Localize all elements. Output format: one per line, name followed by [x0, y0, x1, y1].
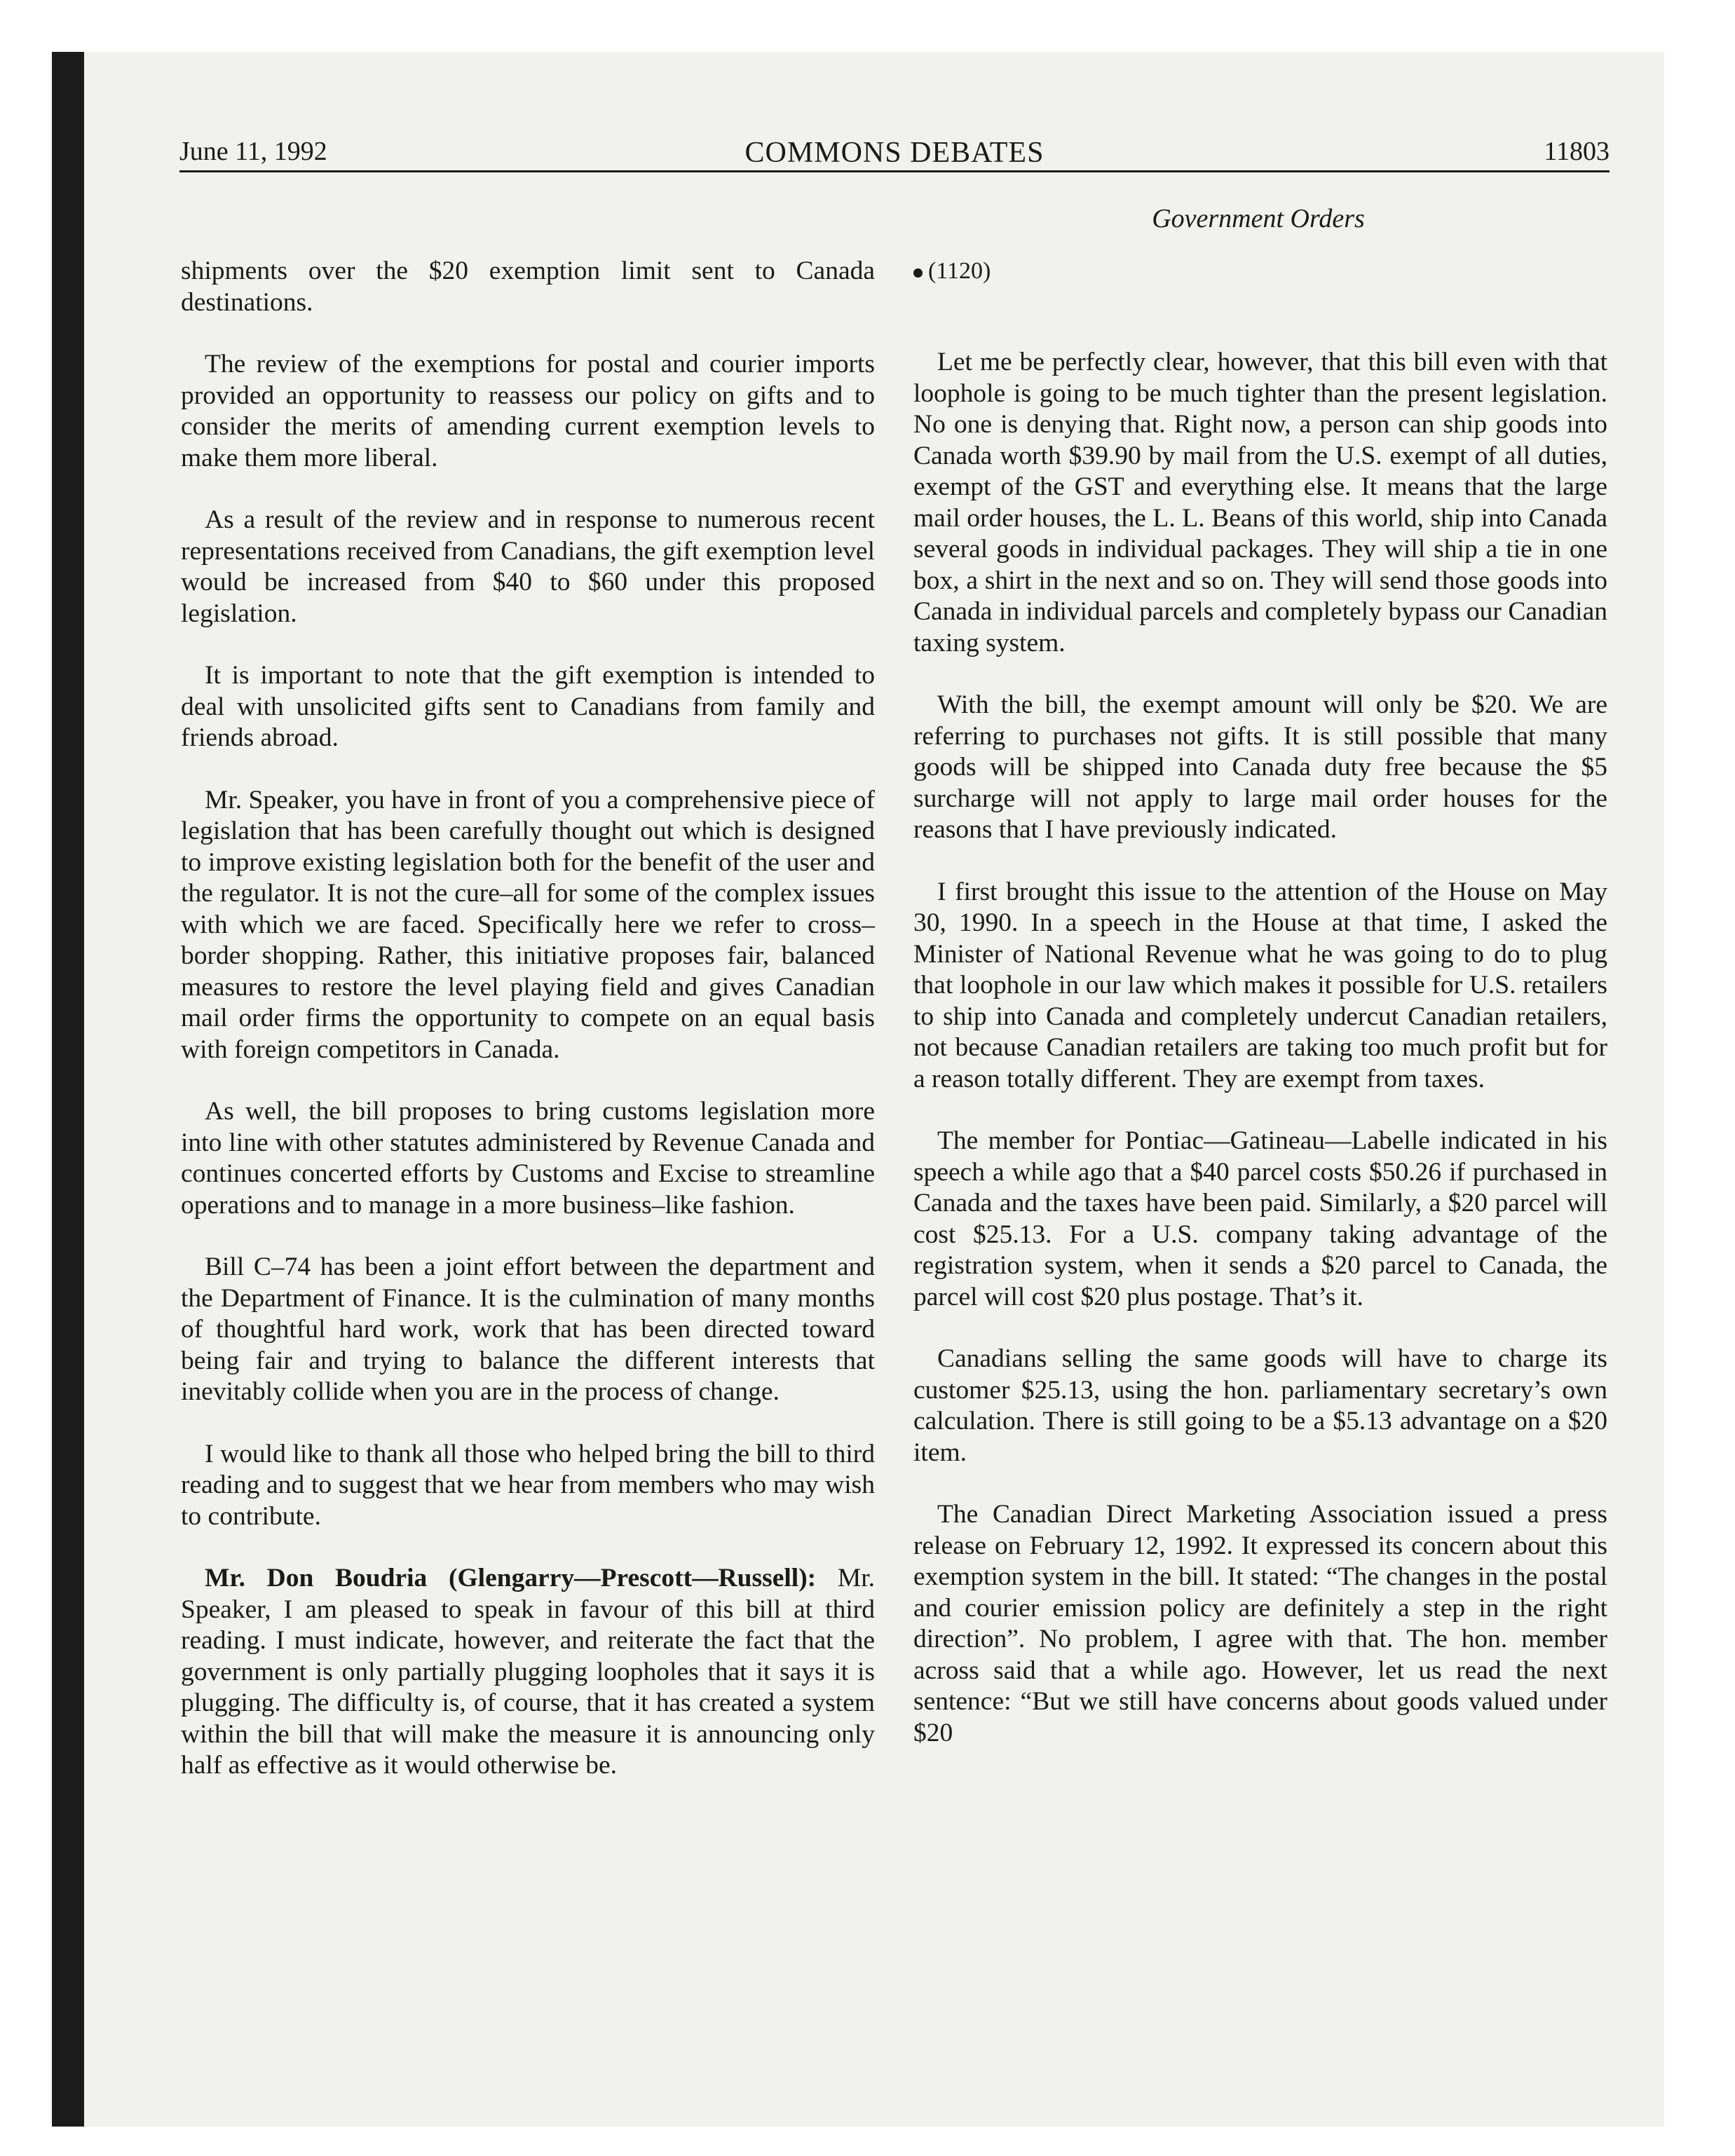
section-heading: Government Orders — [1152, 204, 1365, 233]
paragraph: Canadians selling the same goods will have to charge its customer $25.13, using the hon. parliamentary secretary’s own calculation. There is still going to be a $5.13 advantage on a $20 item. — [913, 1344, 1607, 1467]
header-date: June 11, 1992 — [179, 137, 327, 166]
paragraph: The Canadian Direct Marketing Association issued a press release on February 12, 1992. It expressed its concern about this exemption system in the bill. It stated: “The changes in the postal and courier emission policy are definitely a step in the right direction”. No problem, I agree with that. The hon. member across said that a while ago. However, let us read the next sentence: “But we still have concerns about goods valued under $20 — [913, 1500, 1607, 1747]
paragraph: I would like to thank all those who helped bring the bill to third reading and to suggest that we hear from members who may wish to contribute. — [181, 1439, 875, 1531]
paragraph: The review of the exemptions for postal and courier imports provided an opportunity to reassess our policy on gifts and to consider the merits of amending current exemption levels to make them more liberal. — [181, 350, 875, 472]
speaker-name: Mr. Don Boudria (Glengarry—Prescott—Russell): — [205, 1564, 817, 1592]
running-header — [179, 126, 1610, 172]
time-marker — [913, 256, 1607, 287]
bullet-icon — [913, 268, 923, 278]
paragraph: As a result of the review and in response to numerous recent representations received from Canadians, the gift exemption level would be increased from $40 to $60 under this proposed legislation. — [181, 505, 875, 628]
paragraph: Let me be perfectly clear, however, that this bill even with that loophole is going to be much tighter than the present legislation. No one is denying that. Right now, a person can ship goods into Canada worth $39.90 by mail from the U.S. exempt of all duties, exempt of the GST and everything else. It means that the large mail order houses, the L. L. Beans of this world, ship into Canada several goods in individual packages. They will ship a tie in one box, a shirt in the next and so on. They will send those goods into Canada in individual parcels and completely bypass our Canadian taxing system. — [913, 348, 1607, 657]
right-column — [913, 256, 1607, 1780]
paragraph: With the bill, the exempt amount will only be $20. We are referring to purchases not gifts. It is still possible that many goods will be shipped into Canada duty free because the $5 surcharge will not apply to large mail order houses for the reasons that I have previously indicated. — [913, 690, 1607, 844]
speech-paragraph — [181, 1563, 875, 1782]
paragraph: shipments over the $20 exemption limit sent to Canada destinations. — [181, 257, 875, 317]
header-rule — [179, 170, 1610, 172]
left-column — [181, 256, 875, 1813]
time-marker-text: (1120) — [928, 258, 991, 284]
paragraph: The member for Pontiac—Gatineau—Labelle indicated in his speech a while ago that a $40 parcel costs $50.26 if purchased in Canada and the taxes have been paid. Similarly, a $20 parcel will cost $25.13. For a U.S. company taking advantage of the registration system, when it sends a $20 parcel to Canada, the parcel will cost $20 plus postage. That’s it. — [913, 1126, 1607, 1311]
header-title: COMMONS DEBATES — [744, 137, 1045, 169]
paragraph: I first brought this issue to the attention of the House on May 30, 1990. In a speech in the House at that time, I asked the Minister of National Revenue what he was going to do to plug that loophole in our law which makes it possible for U.S. retailers to ship into Canada and completely undercut Canadian retailers, not because Canadian retailers are taking too much profit but for a reason totally different. They are exempt from taxes. — [913, 877, 1607, 1093]
speech-text: Mr. Speaker, I am pleased to speak in favour of this bill at third reading. I must indicate, however, and reiterate the fact that the government is only partially plugging loopholes that it says it is plugging. The difficulty is, of course, that it has created a system within the bill that will make the measure it is announcing only half as effective as it would otherwise be. — [181, 1564, 875, 1780]
scan-binding-edge — [52, 52, 84, 2127]
paragraph: As well, the bill proposes to bring customs legislation more into line with other statutes administered by Revenue Canada and continues concerted efforts by Customs and Excise to streamline operations and to manage in a more business–like fashion. — [181, 1097, 875, 1220]
paragraph: It is important to note that the gift exemption is intended to deal with unsolicited gifts sent to Canadians from family and friends abroad. — [181, 661, 875, 752]
paragraph: Bill C–74 has been a joint effort between the department and the Department of Finance. It is the culmination of many months of thoughtful hard work, work that has been directed toward being fair and trying to balance the different interests that inevitably collide when you are in the process of change. — [181, 1253, 875, 1406]
paragraph: Mr. Speaker, you have in front of you a comprehensive piece of legislation that has been carefully thought out which is designed to improve existing legislation both for the benefit of the user and the regulator. It is not the cure–all for some of the complex issues with which we are faced. Specifically here we refer to cross–border shopping. Rather, this initiative proposes fair, balanced measures to restore the level playing field and gives Canadian mail order firms the opportunity to compete on an equal basis with foreign competitors in Canada. — [181, 785, 875, 1064]
header-page-number: 11803 — [1544, 137, 1610, 166]
